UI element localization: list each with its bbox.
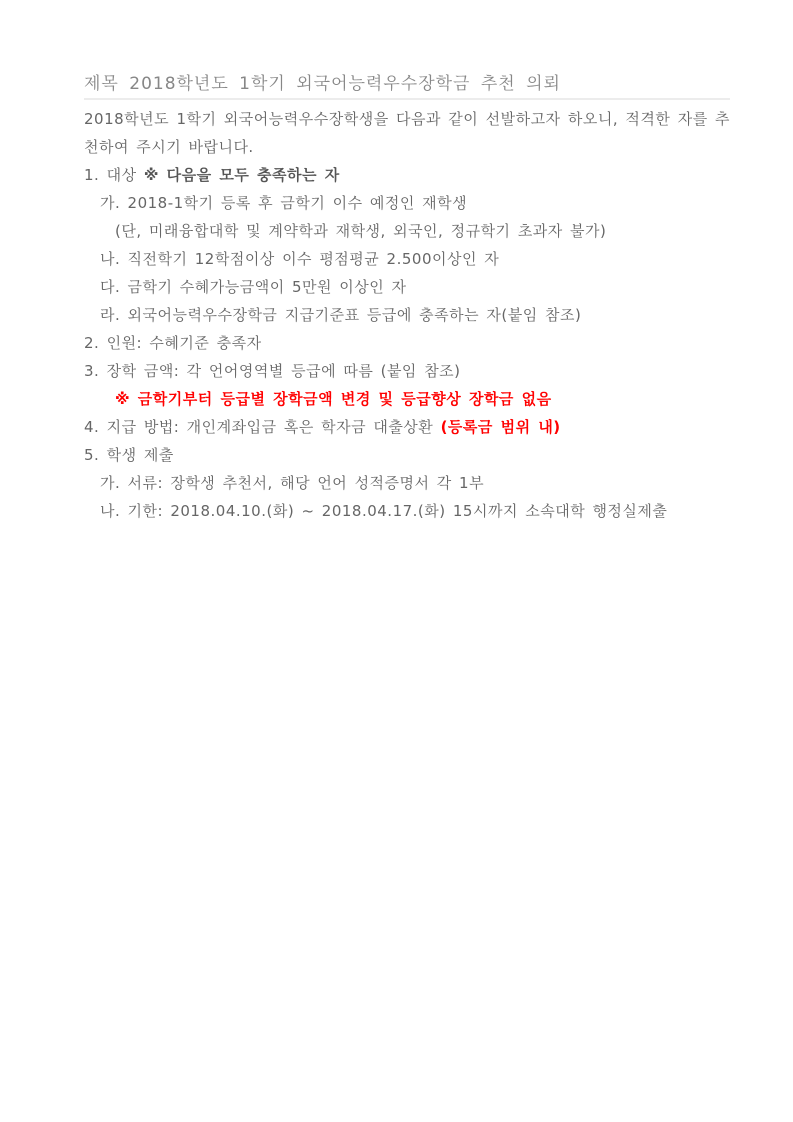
- line-text: 라. 외국어능력우수장학금 지급기준표 등급에 충족하는 자(붙임 참조): [100, 306, 582, 324]
- list-line-target-na: [84, 245, 730, 273]
- list-line-target: [84, 161, 730, 189]
- intro-paragraph: 2018학년도 1학기 외국어능력우수장학생을 다음과 같이 선발하고자 하오니, 적격한 자를 추천하여 주시기 바랍니다.: [84, 110, 730, 156]
- document-content: [84, 72, 730, 525]
- list-line-headcount: [84, 329, 730, 357]
- line-text: 2. 인원: 수혜기준 충족자: [84, 334, 262, 352]
- list-line-target-ra: [84, 301, 730, 329]
- list-line-deadline: [84, 497, 730, 525]
- line-text: 나. 기한: 2018.04.10.(화) ~ 2018.04.17.(화) 15시까지 소속대학 행정실제출: [100, 502, 668, 520]
- line-text: 다. 금학기 수혜가능금액이 5만원 이상인 자: [100, 278, 407, 296]
- line-text: (단, 미래융합대학 및 계약학과 재학생, 외국인, 정규학기 초과자 불가): [115, 222, 607, 240]
- list-line-documents: [84, 469, 730, 497]
- list-line-target-da: [84, 273, 730, 301]
- list-line-target-ga: [84, 189, 730, 217]
- line-text-bold: ※ 다음을 모두 충족하는 자: [143, 166, 340, 184]
- line-text-red: ※ 금학기부터 등급별 장학금액 변경 및 등급향상 장학금 없음: [115, 390, 552, 408]
- line-text: 4. 지급 방법: 개인계좌입금 혹은 학자금 대출상환: [84, 418, 441, 436]
- list-line-amount-warning: [84, 385, 730, 413]
- line-text: 5. 학생 제출: [84, 446, 174, 464]
- line-text: 나. 직전학기 12학점이상 이수 평점평균 2.500이상인 자: [100, 250, 500, 268]
- list-line-target-note: [84, 217, 730, 245]
- document-title: 제목 2018학년도 1학기 외국어능력우수장학금 추천 의뢰: [84, 72, 730, 100]
- line-text: 가. 2018-1학기 등록 후 금학기 이수 예정인 재학생: [100, 194, 468, 212]
- list-line-amount: [84, 357, 730, 385]
- line-text-red: (등록금 범위 내): [440, 418, 561, 436]
- line-text: 가. 서류: 장학생 추천서, 해당 언어 성적증명서 각 1부: [100, 474, 485, 492]
- line-text: 3. 장학 금액: 각 언어영역별 등급에 따름 (붙임 참조): [84, 362, 461, 380]
- list-line-payment: [84, 413, 730, 441]
- line-text: 1. 대상: [84, 166, 144, 184]
- list-line-submission: [84, 441, 730, 469]
